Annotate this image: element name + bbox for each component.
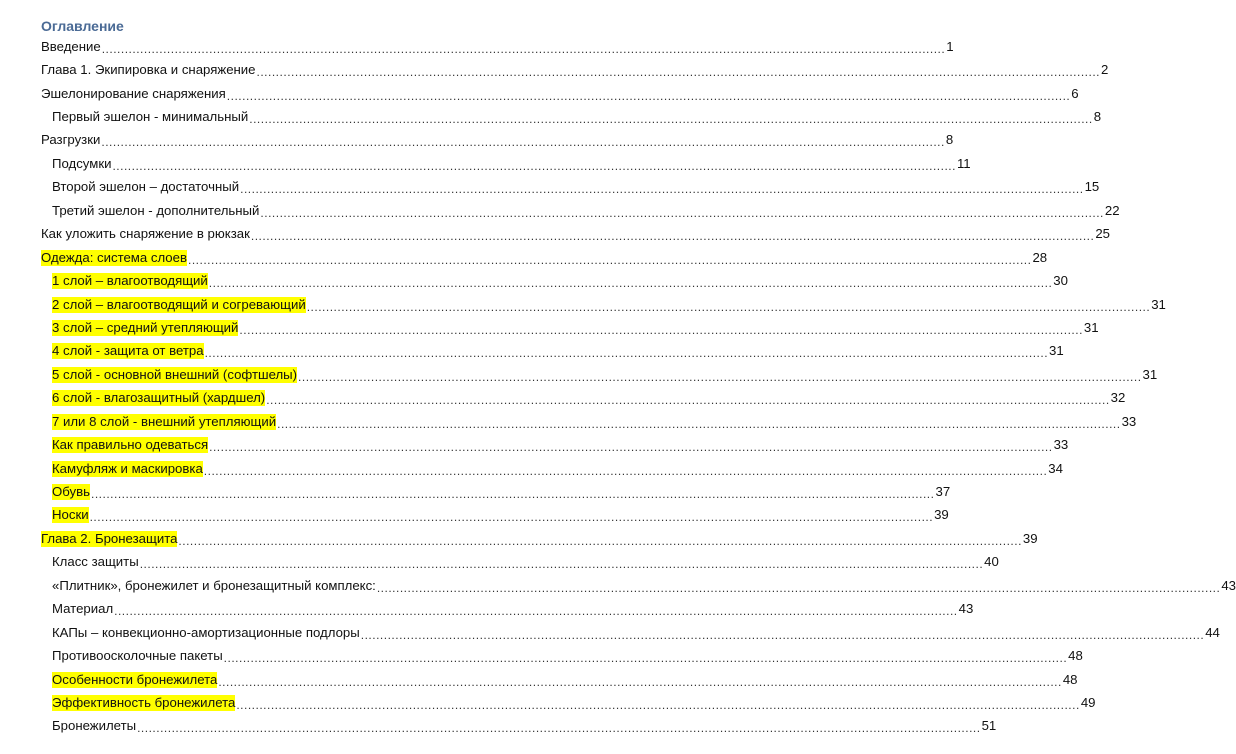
toc-entry-page[interactable]: 33 — [1121, 413, 1137, 429]
toc-entry-text[interactable]: 4 слой - защита от ветра — [52, 343, 204, 359]
toc-entry-page[interactable]: 43 — [1221, 577, 1236, 593]
dot-leader: ............................................................................................................................................................................................................................ — [208, 276, 1053, 291]
toc-entry-text[interactable]: Первый эшелон - минимальный — [52, 109, 249, 125]
toc-entry-text[interactable]: Как правильно одеваться — [52, 437, 209, 453]
toc-entry-page[interactable]: 11 — [956, 155, 971, 171]
dot-leader: ............................................................................................................................................................................................................................ — [187, 252, 1032, 267]
dot-leader: ............................................................................................................................................................................................................................ — [260, 205, 1104, 220]
toc-entry-page[interactable]: 33 — [1053, 437, 1069, 453]
toc-entry-text[interactable]: Второй эшелон – достаточный — [52, 179, 240, 195]
toc-entry-page[interactable]: 34 — [1048, 460, 1063, 476]
toc-entry[interactable] — [0, 551, 999, 574]
toc-entry-page[interactable]: 40 — [984, 554, 999, 570]
toc-entry-page[interactable]: 6 — [1071, 85, 1079, 101]
toc-entry-page[interactable]: 22 — [1104, 202, 1120, 218]
toc-entry[interactable] — [0, 457, 1063, 480]
toc-entry[interactable] — [0, 668, 1078, 691]
toc-entry-page[interactable]: 31 — [1083, 319, 1099, 335]
toc-entry-page[interactable]: 48 — [1062, 671, 1078, 687]
toc-entry-text[interactable]: Носки — [52, 507, 89, 523]
toc-title: Оглавление — [41, 18, 124, 34]
toc-entry-text[interactable]: КАПы – конвекционно-амортизационные подлоры — [52, 624, 360, 640]
dot-leader: ............................................................................................................................................................................................................................ — [236, 697, 1080, 712]
dot-leader: ............................................................................................................................................................................................................................ — [306, 299, 1151, 314]
toc-entry-text[interactable]: 6 слой - влагозащитный (хардшел) — [52, 390, 266, 406]
toc-entry[interactable] — [0, 223, 1111, 246]
toc-entry-text[interactable]: Материал — [52, 601, 114, 617]
dot-leader: ............................................................................................................................................................................................................................ — [250, 229, 1095, 244]
toc-entry[interactable] — [0, 246, 1048, 269]
toc-entry[interactable] — [0, 199, 1120, 222]
dot-leader: ............................................................................................................................................................................................................................ — [91, 487, 935, 502]
dot-leader: ............................................................................................................................................................................................................................ — [139, 557, 984, 572]
dot-leader: ............................................................................................................................................................................................................................ — [298, 369, 1142, 384]
dot-leader: ............................................................................................................................................................................................................................ — [218, 674, 1062, 689]
toc-entry[interactable] — [0, 387, 1126, 410]
toc-entry-text[interactable]: Введение — [41, 38, 101, 54]
dot-leader: ............................................................................................................................................................................................................................ — [240, 182, 1084, 197]
toc-entry-page[interactable]: 25 — [1095, 226, 1111, 242]
dot-leader: ............................................................................................................................................................................................................................ — [277, 416, 1121, 431]
toc-entry[interactable] — [0, 715, 997, 738]
toc-entry-text[interactable]: «Плитник», бронежилет и бронезащитный комплекс: — [52, 577, 376, 593]
toc-entry-page[interactable]: 39 — [934, 507, 949, 523]
toc-entry[interactable] — [0, 82, 1079, 105]
toc-entry[interactable] — [0, 527, 1038, 550]
toc-entry-text[interactable]: Камуфляж и маскировка — [52, 460, 203, 476]
dot-leader: ............................................................................................................................................................................................................................ — [249, 112, 1093, 127]
toc-entry[interactable] — [0, 35, 954, 58]
dot-leader: ............................................................................................................................................................................................................................ — [256, 65, 1100, 80]
toc-entry[interactable] — [0, 129, 954, 152]
dot-leader: ............................................................................................................................................................................................................................ — [112, 158, 956, 173]
toc-entry-page[interactable]: 49 — [1080, 694, 1096, 710]
dot-leader: ............................................................................................................................................................................................................................ — [101, 41, 946, 56]
toc-entry-text[interactable]: 7 или 8 слой - внешний утепляющий — [52, 413, 277, 429]
toc-entry-page[interactable]: 8 — [945, 132, 954, 148]
dot-leader: ............................................................................................................................................................................................................................ — [178, 533, 1022, 548]
toc-entry-text[interactable]: Глава 1. Экипировка и снаряжение — [41, 62, 256, 78]
toc-entry-text[interactable]: Противоосколочные пакеты — [52, 648, 223, 664]
toc-entry-text[interactable]: Третий эшелон - дополнительный — [52, 202, 260, 218]
toc-entry-page[interactable]: 32 — [1110, 390, 1126, 406]
toc-entry-text[interactable]: Разгрузки — [41, 132, 101, 148]
toc-entry[interactable] — [0, 293, 1166, 316]
toc-entry-page[interactable]: 44 — [1205, 624, 1220, 640]
dot-leader: ............................................................................................................................................................................................................................ — [266, 393, 1110, 408]
toc-entry[interactable] — [0, 598, 974, 621]
toc-entry-text[interactable]: Эшелонирование снаряжения — [41, 85, 226, 101]
toc-entry-text[interactable]: Бронежилеты — [52, 718, 137, 734]
toc-entry-text[interactable]: 3 слой – средний утепляющий — [52, 319, 239, 335]
toc-entry[interactable] — [0, 316, 1099, 339]
dot-leader: ............................................................................................................................................................................................................................ — [360, 627, 1205, 642]
toc-entry-page[interactable]: 43 — [958, 601, 974, 617]
toc-entry-text[interactable]: Как уложить снаряжение в рюкзак — [41, 226, 250, 242]
toc-entry-text[interactable]: Подсумки — [52, 155, 112, 171]
toc-entry[interactable] — [0, 644, 1083, 667]
toc-entry-page[interactable]: 31 — [1142, 366, 1158, 382]
toc-entry-page[interactable]: 39 — [1022, 530, 1038, 546]
toc-entry[interactable] — [0, 58, 1109, 81]
toc-entry-page[interactable]: 28 — [1032, 249, 1048, 265]
dot-leader: ............................................................................................................................................................................................................................ — [376, 580, 1221, 595]
toc-entry-page[interactable]: 51 — [981, 718, 997, 734]
dot-leader: ............................................................................................................................................................................................................................ — [239, 322, 1083, 337]
toc-entry[interactable] — [0, 152, 971, 175]
toc-entry-text[interactable]: Класс защиты — [52, 554, 139, 570]
toc-entry-page[interactable]: 31 — [1049, 343, 1064, 359]
toc-entry-page[interactable]: 2 — [1101, 62, 1109, 78]
toc-entry[interactable] — [0, 574, 1236, 597]
toc-entry[interactable] — [0, 504, 949, 527]
toc-entry[interactable] — [0, 621, 1220, 644]
dot-leader: ............................................................................................................................................................................................................................ — [114, 604, 958, 619]
toc-entry[interactable] — [0, 691, 1096, 714]
toc-entry-text[interactable]: Обувь — [52, 484, 90, 500]
toc-list — [0, 35, 1236, 738]
toc-entry[interactable] — [0, 176, 1100, 199]
dot-leader: ............................................................................................................................................................................................................................ — [203, 463, 1048, 478]
toc-entry-page[interactable]: 31 — [1151, 296, 1166, 312]
toc-entry-page[interactable]: 8 — [1093, 109, 1102, 125]
dot-leader: ............................................................................................................................................................................................................................ — [226, 88, 1071, 103]
toc-entry-page[interactable]: 30 — [1053, 273, 1068, 289]
toc-entry-page[interactable]: 37 — [935, 484, 951, 500]
dot-leader: ............................................................................................................................................................................................................................ — [137, 721, 981, 736]
toc-entry-text[interactable]: Одежда: система слоев — [41, 249, 187, 265]
dot-leader: ............................................................................................................................................................................................................................ — [101, 135, 945, 150]
toc-entry-text[interactable]: 5 слой - основной внешний (софтшелы) — [52, 366, 298, 382]
toc-entry-text[interactable]: 1 слой – влагоотводящий — [52, 273, 208, 289]
toc-entry[interactable] — [0, 105, 1102, 128]
dot-leader: ............................................................................................................................................................................................................................ — [223, 651, 1068, 666]
toc-entry-text[interactable]: Особенности бронежилета — [52, 671, 218, 687]
toc-entry[interactable] — [0, 363, 1158, 386]
toc-entry-text[interactable]: 2 слой – влагоотводящий и согревающий — [52, 296, 306, 312]
dot-leader: ............................................................................................................................................................................................................................ — [204, 346, 1049, 361]
toc-entry[interactable] — [0, 433, 1069, 456]
dot-leader: ............................................................................................................................................................................................................................ — [209, 440, 1053, 455]
toc-entry-text[interactable]: Глава 2. Бронезащита — [41, 530, 178, 546]
toc-entry[interactable] — [0, 269, 1068, 292]
toc-entry-page[interactable]: 48 — [1068, 648, 1083, 664]
toc-entry-text[interactable]: Эффективность бронежилета — [52, 694, 236, 710]
toc-entry-page[interactable]: 1 — [946, 38, 954, 54]
dot-leader: ............................................................................................................................................................................................................................ — [89, 510, 934, 525]
toc-entry[interactable] — [0, 340, 1064, 363]
toc-entry[interactable] — [0, 410, 1137, 433]
toc-entry-page[interactable]: 15 — [1084, 179, 1100, 195]
toc-entry[interactable] — [0, 480, 951, 503]
